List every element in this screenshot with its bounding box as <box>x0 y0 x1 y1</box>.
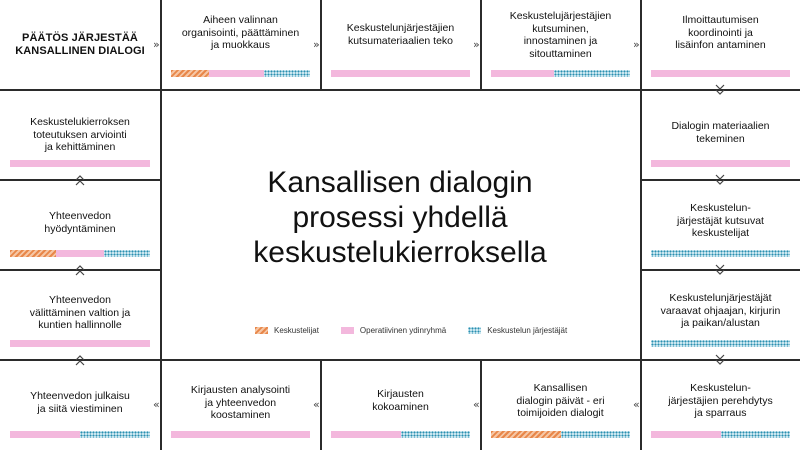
step-top1 <box>161 0 320 89</box>
bar-segment-blue <box>561 431 631 438</box>
role-bar <box>171 70 310 77</box>
legend-item-ydinryhma <box>341 326 446 335</box>
legend <box>255 326 567 335</box>
role-bar <box>331 431 470 438</box>
double-chevron-down-icon <box>714 173 726 187</box>
double-chevron-right-icon: » <box>153 38 160 51</box>
bar-segment-pink <box>209 70 265 77</box>
step-text: Yhteenvedon julkaisu ja siitä viestiminen <box>30 390 130 415</box>
double-chevron-right-icon: » <box>633 38 640 51</box>
role-bar <box>651 70 790 77</box>
bar-segment-orange <box>171 70 209 77</box>
legend-item-jarjestajat <box>468 326 567 335</box>
step-text: Yhteenvedon hyödyntäminen <box>44 210 116 235</box>
double-chevron-right-icon: » <box>313 38 320 51</box>
bar-segment-blue <box>104 250 150 257</box>
role-bar <box>651 160 790 167</box>
step-text: Kirjausten analysointi ja yhteenvedon koostaminen <box>190 384 291 421</box>
role-bar <box>10 431 150 438</box>
role-bar <box>651 431 790 438</box>
legend-swatch-orange <box>255 327 268 334</box>
bar-segment-blue <box>651 250 790 257</box>
bar-segment-pink <box>10 340 150 347</box>
role-bar <box>331 70 470 77</box>
legend-label: Keskustelun järjestäjät <box>487 326 568 335</box>
bar-segment-pink <box>10 431 80 438</box>
double-chevron-left-icon: « <box>473 398 480 411</box>
step-bottom2 <box>321 360 480 450</box>
role-bar <box>651 340 790 347</box>
double-chevron-up-icon <box>74 173 86 187</box>
bar-segment-blue <box>401 431 471 438</box>
role-bar <box>651 250 790 257</box>
decision-title: PÄÄTÖS JÄRJESTÄÄ KANSALLINEN DIALOGI <box>15 32 145 57</box>
step-text: Keskustelunjärjestäjät varaavat ohjaajan, kirjurin ja paikan/alustan <box>660 292 781 329</box>
double-chevron-left-icon: « <box>313 398 320 411</box>
double-chevron-down-icon <box>714 353 726 367</box>
bar-segment-pink <box>56 250 104 257</box>
legend-swatch-pink <box>341 327 354 334</box>
bar-segment-pink <box>651 160 790 167</box>
step-bottom0 <box>0 360 160 450</box>
step-left3 <box>0 270 160 359</box>
bar-segment-blue <box>554 70 630 77</box>
bar-segment-pink <box>10 160 150 167</box>
step-text: Keskustelun- järjestäjät kutsuvat keskustelijat <box>677 202 764 239</box>
step-text: Aiheen valinnan organisointi, päättäminen ja muokkaus <box>181 14 300 51</box>
step-text: Dialogin materiaalien tekeminen <box>671 120 770 145</box>
step-bottom1 <box>161 360 320 450</box>
bar-segment-pink <box>491 70 554 77</box>
role-bar <box>10 160 150 167</box>
bar-segment-blue <box>651 340 790 347</box>
step-top3 <box>481 0 640 89</box>
bar-segment-pink <box>331 431 401 438</box>
step-right3 <box>641 270 800 359</box>
step-text: Keskustelujärjestäjien kutsuminen, innostaminen ja sitouttaminen <box>509 10 612 60</box>
double-chevron-right-icon: » <box>473 38 480 51</box>
bar-segment-pink <box>651 431 721 438</box>
step-text: Keskustelukierroksen toteutuksen arviointi ja kehittäminen <box>30 116 130 153</box>
legend-swatch-blue <box>468 327 481 334</box>
step-left2 <box>0 180 160 269</box>
double-chevron-up-icon <box>74 353 86 367</box>
double-chevron-up-icon <box>74 263 86 277</box>
double-chevron-left-icon: « <box>153 398 160 411</box>
role-bar <box>491 431 630 438</box>
center-title: Kansallisen dialogin prosessi yhdellä keskustelukierroksella <box>253 166 547 269</box>
step-right1 <box>641 90 800 179</box>
double-chevron-left-icon: « <box>633 398 640 411</box>
bar-segment-pink <box>171 431 310 438</box>
double-chevron-down-icon <box>714 263 726 277</box>
step-top4 <box>641 0 800 89</box>
step-text: Keskustelunjärjestäjien kutsumateriaalien teko <box>346 22 455 47</box>
legend-item-keskustelijat <box>255 326 319 335</box>
role-bar <box>10 340 150 347</box>
step-text: Yhteenvedon välittäminen valtion ja kuntien hallinnolle <box>29 294 131 331</box>
bar-segment-pink <box>651 70 790 77</box>
bar-segment-blue <box>264 70 310 77</box>
bar-segment-pink <box>331 70 470 77</box>
step-text: Kansallisen dialogin päivät - eri toimijoiden dialogit <box>516 382 605 419</box>
role-bar <box>171 431 310 438</box>
step-left1 <box>0 90 160 179</box>
bar-segment-orange <box>10 250 56 257</box>
bar-segment-blue <box>80 431 150 438</box>
step-right2 <box>641 180 800 269</box>
legend-label: Keskustelijat <box>274 326 319 335</box>
bar-segment-blue <box>721 431 791 438</box>
step-text: Kirjausten kokoaminen <box>372 388 429 413</box>
step-bottom4 <box>641 360 800 450</box>
decision-title-cell <box>0 0 160 90</box>
double-chevron-down-icon <box>714 83 726 97</box>
role-bar <box>491 70 630 77</box>
step-top2 <box>321 0 480 89</box>
bar-segment-orange <box>491 431 561 438</box>
role-bar <box>10 250 150 257</box>
step-text: Ilmoittautumisen koordinointi ja lisäinfon antaminen <box>675 14 766 51</box>
step-text: Keskustelun- järjestäjien perehdytys ja sparraus <box>668 382 773 419</box>
step-bottom3 <box>481 360 640 450</box>
legend-label: Operatiivinen ydinryhmä <box>359 326 447 335</box>
